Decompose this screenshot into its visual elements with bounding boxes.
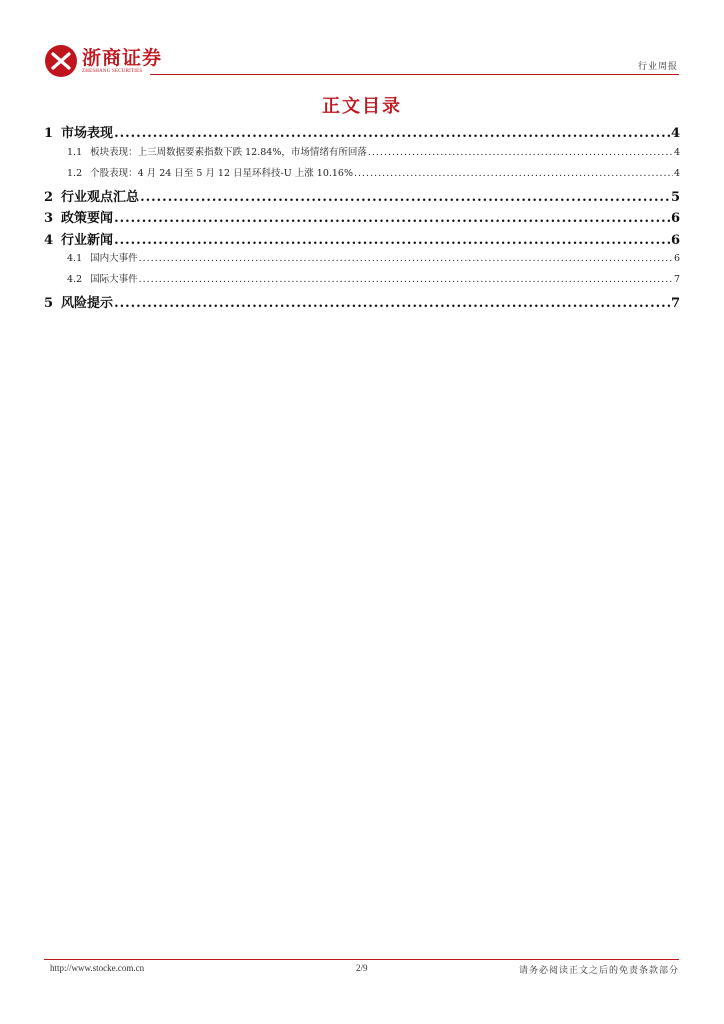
toc-entry-number: 4.2 [67, 274, 83, 285]
toc-entry-title: 国际大事件 [90, 274, 138, 285]
toc-entry-title: 市场表现 [61, 126, 114, 141]
toc-entry-number: 4.1 [67, 253, 83, 264]
toc-entry[interactable] [44, 229, 680, 251]
toc-title: 正文目录 [322, 96, 402, 117]
toc-entry-number: 3 [44, 211, 54, 226]
toc-entry[interactable] [44, 250, 680, 271]
zheshang-logo-icon [44, 44, 78, 78]
company-logo [44, 44, 162, 78]
toc-entry[interactable] [44, 292, 680, 314]
toc-entry-page: 5 [670, 189, 680, 205]
toc-entry-number: 1.2 [67, 167, 83, 179]
toc-dot-leader [139, 253, 673, 264]
toc-entry[interactable] [44, 271, 680, 292]
toc-dot-leader [114, 211, 670, 226]
toc-entry-title: 国内大事件 [90, 253, 138, 264]
toc-entry-title: 政策要闻 [61, 211, 114, 226]
toc-entry-page: 6 [670, 211, 680, 226]
toc-dot-leader [354, 168, 673, 179]
toc-entry-page: 7 [670, 296, 680, 311]
toc-dot-leader [140, 190, 670, 205]
footer-divider [44, 959, 679, 960]
page-footer [44, 963, 679, 977]
company-name-en: ZHESHANG SECURITIES [82, 68, 143, 74]
report-type: 行业周报 [637, 62, 678, 72]
toc-dot-leader [139, 274, 673, 285]
toc-entry-title: 行业新闻 [61, 232, 114, 248]
toc-entry-number: 2 [44, 189, 54, 205]
disclaimer-note: 请务必阅读正文之后的免责条款部分 [518, 966, 679, 976]
company-name-cn: 浙商证券 [82, 46, 163, 69]
toc-entry-page: 6 [670, 232, 680, 248]
toc-entry-title: 风险提示 [61, 296, 114, 311]
toc-entry-title: 个股表现：4 月 24 日至 5 月 12 日星环科技-U 上涨 10.16% [90, 167, 353, 179]
toc-dot-leader [114, 296, 670, 311]
toc-entry-page: 4 [673, 167, 680, 179]
toc-entry[interactable] [44, 207, 680, 229]
footer-url-link[interactable]: http://www.stocke.com.cn [50, 963, 145, 973]
toc-entry[interactable] [44, 122, 680, 144]
page-number: 2/9 [356, 963, 368, 973]
toc-dot-leader [368, 147, 673, 158]
toc-entry[interactable] [44, 165, 680, 186]
header-divider [150, 74, 679, 75]
toc-entry[interactable] [44, 144, 680, 165]
page-header [0, 0, 724, 80]
toc-dot-leader [114, 126, 670, 141]
toc-entry-title: 板块表现：上三周数据要素指数下跌 12.84%，市场情绪有所回落 [90, 146, 367, 158]
toc-entry[interactable] [44, 186, 680, 208]
toc-entry-page: 6 [673, 253, 680, 264]
toc-entry-number: 4 [44, 232, 54, 248]
toc-entry-number: 5 [44, 296, 54, 311]
toc-entry-page: 4 [670, 126, 680, 141]
table-of-contents [44, 122, 680, 314]
toc-entry-number: 1.1 [67, 146, 83, 158]
toc-entry-page: 7 [673, 274, 680, 285]
toc-entry-number: 1 [44, 126, 54, 141]
toc-entry-page: 4 [673, 146, 680, 158]
toc-dot-leader [114, 233, 670, 248]
toc-entry-title: 行业观点汇总 [61, 189, 140, 205]
